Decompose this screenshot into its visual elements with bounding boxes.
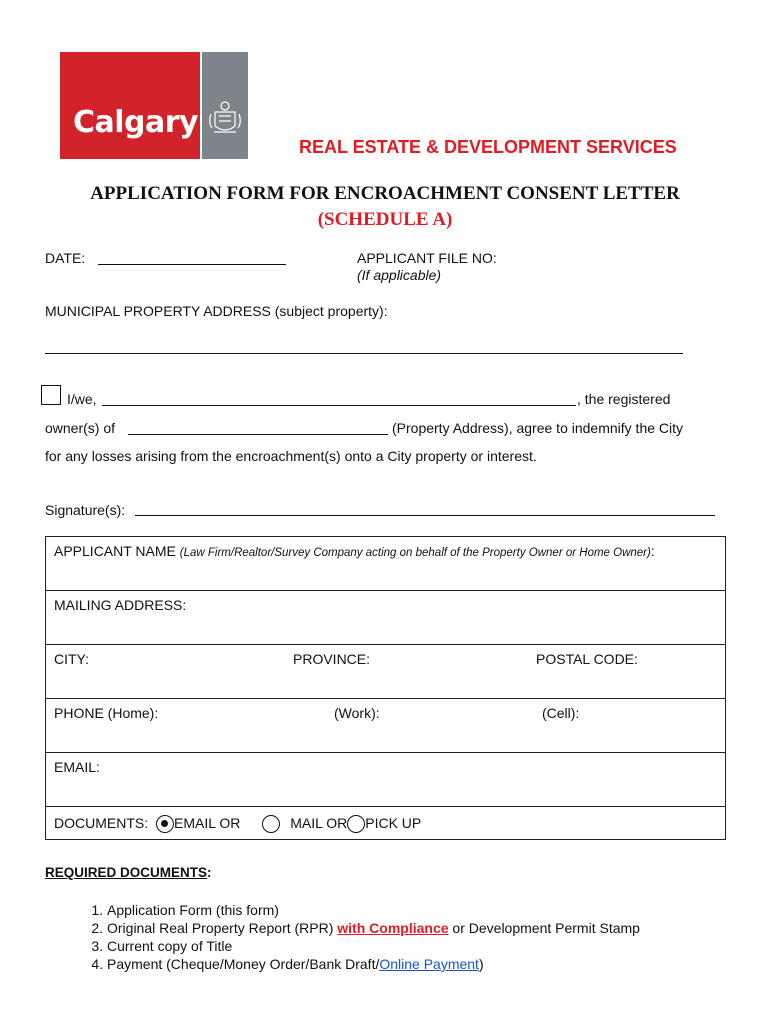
applicant-name-label: APPLICANT NAME: [54, 543, 176, 559]
radio-pickup[interactable]: [347, 815, 365, 833]
list-item: [107, 901, 640, 919]
applicant-info-table: [45, 536, 726, 840]
opt-mail-label: MAIL OR: [290, 815, 348, 831]
province-label: PROVINCE:: [293, 651, 371, 667]
department-heading: REAL ESTATE & DEVELOPMENT SERVICES: [299, 137, 677, 157]
date-label: DATE:: [45, 250, 86, 266]
radio-email[interactable]: [156, 815, 174, 833]
signature-field[interactable]: [135, 515, 715, 516]
phone-home-label: PHONE (Home):: [54, 705, 159, 721]
list-item: [107, 919, 640, 937]
required-docs-list: [52, 901, 640, 973]
email-label: EMAIL:: [54, 759, 100, 775]
schedule-label: (SCHEDULE A): [317, 209, 453, 230]
phone-work-label: (Work):: [334, 705, 380, 721]
address-label: MUNICIPAL PROPERTY ADDRESS (subject property):: [45, 303, 388, 319]
compliance-highlight: with Compliance: [337, 920, 449, 936]
applicant-name-cell[interactable]: [46, 537, 726, 591]
applicant-name-colon: :: [650, 543, 655, 559]
registered-text: , the registered: [577, 391, 671, 407]
doc-item-2-post: or Development Permit Stamp: [448, 920, 640, 936]
documents-row: [46, 807, 726, 840]
applicant-name-note: (Law Firm/Realtor/Survey Company acting on behalf of the Property Owner or Home Owner): [179, 547, 651, 559]
logo-wordmark: Calgary: [73, 105, 199, 140]
signature-label: Signature(s):: [45, 502, 126, 518]
declaration-checkbox[interactable]: [41, 385, 61, 405]
email-cell[interactable]: [46, 753, 726, 807]
opt-pickup-label: PICK UP: [365, 815, 422, 831]
city-row[interactable]: [46, 645, 726, 699]
mailing-address-label: MAILING ADDRESS:: [54, 597, 187, 613]
required-docs-colon: :: [207, 865, 212, 880]
iwe-label: I/we,: [67, 391, 97, 407]
documents-label: DOCUMENTS:: [54, 815, 149, 831]
opt-email-label: EMAIL OR: [174, 815, 241, 831]
doc-item-3: Current copy of Title: [107, 938, 233, 954]
list-item: [107, 955, 640, 973]
city-label: CITY:: [54, 651, 90, 667]
phone-cell-label: (Cell):: [542, 705, 580, 721]
doc-item-1: Application Form (this form): [107, 902, 279, 918]
radio-mail[interactable]: [262, 815, 280, 833]
mailing-address-cell[interactable]: [46, 591, 726, 645]
losses-text: for any losses arising from the encroachment(s) onto a City property or interest.: [45, 448, 537, 464]
indemnify-text: (Property Address), agree to indemnify the City: [392, 420, 684, 436]
file-no-label: APPLICANT FILE NO:: [357, 250, 497, 266]
owners-of-label: owner(s) of: [45, 420, 116, 436]
required-docs-heading-text: REQUIRED DOCUMENTS: [45, 865, 208, 880]
list-item: [107, 937, 640, 955]
file-no-note: (If applicable): [357, 267, 442, 283]
property-address-field[interactable]: [128, 434, 388, 435]
required-docs-heading: [45, 865, 212, 880]
phone-row[interactable]: [46, 699, 726, 753]
logo-crest-panel: [202, 52, 248, 159]
owner-name-field[interactable]: [102, 405, 576, 406]
date-field[interactable]: [98, 264, 286, 265]
doc-item-2-pre: Original Real Property Report (RPR): [107, 920, 338, 936]
postal-code-label: POSTAL CODE:: [536, 651, 638, 667]
address-field[interactable]: [45, 353, 683, 354]
city-crest-icon: [202, 52, 248, 159]
form-title: APPLICATION FORM FOR ENCROACHMENT CONSENT LETTER: [90, 183, 680, 204]
online-payment-link[interactable]: Online Payment: [379, 956, 479, 972]
doc-item-4-post: ): [478, 956, 484, 972]
doc-item-4-pre: Payment (Cheque/Money Order/Bank Draft/: [107, 956, 380, 972]
